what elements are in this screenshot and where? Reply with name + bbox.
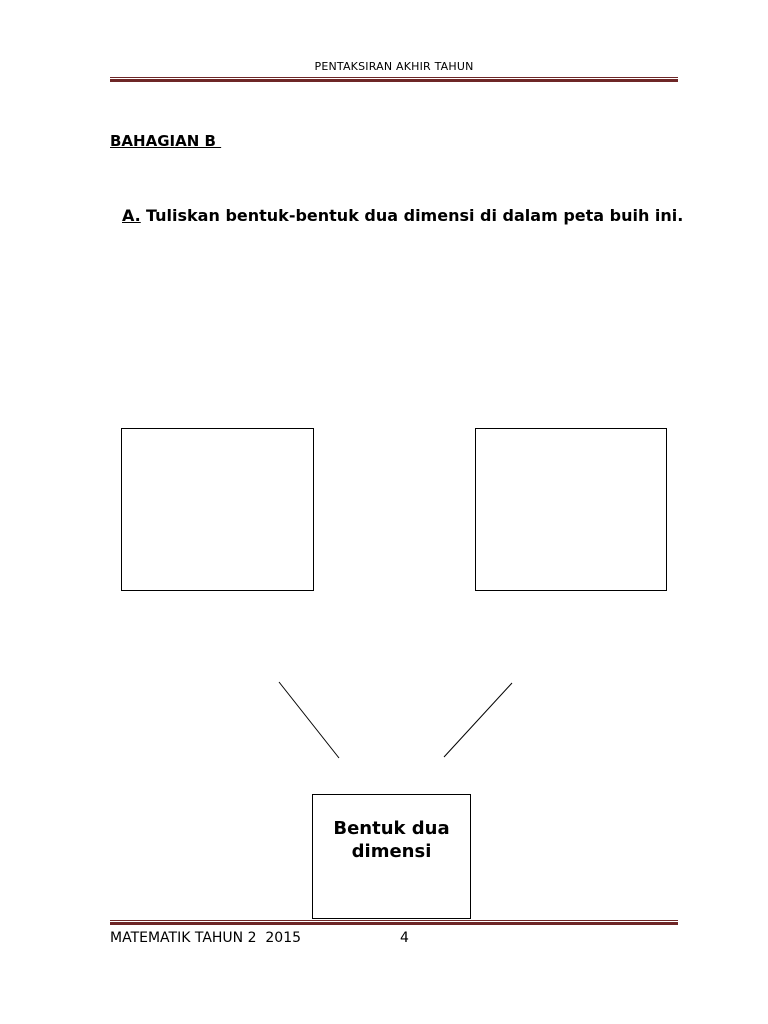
footer-subject: MATEMATIK TAHUN 2 2015 (110, 930, 302, 946)
section-title: BAHAGIAN B (110, 132, 222, 150)
answer-box-right[interactable] (475, 428, 667, 591)
question (122, 205, 722, 226)
answer-box-left[interactable] (121, 428, 314, 591)
footer-rule (110, 920, 678, 925)
footer-page-number: 4 (400, 930, 409, 946)
connector-line-left (279, 682, 339, 758)
center-bubble-label: Bentuk dua dimensi (333, 818, 450, 862)
question-letter: A. (122, 206, 141, 225)
connector-line-right (444, 683, 512, 757)
question-text: Tuliskan bentuk-bentuk dua dimensi di dalam peta buih ini. (146, 206, 684, 225)
center-bubble (312, 794, 471, 919)
header-rule (110, 77, 678, 82)
page-header: PENTAKSIRAN AKHIR TAHUN (314, 60, 474, 73)
